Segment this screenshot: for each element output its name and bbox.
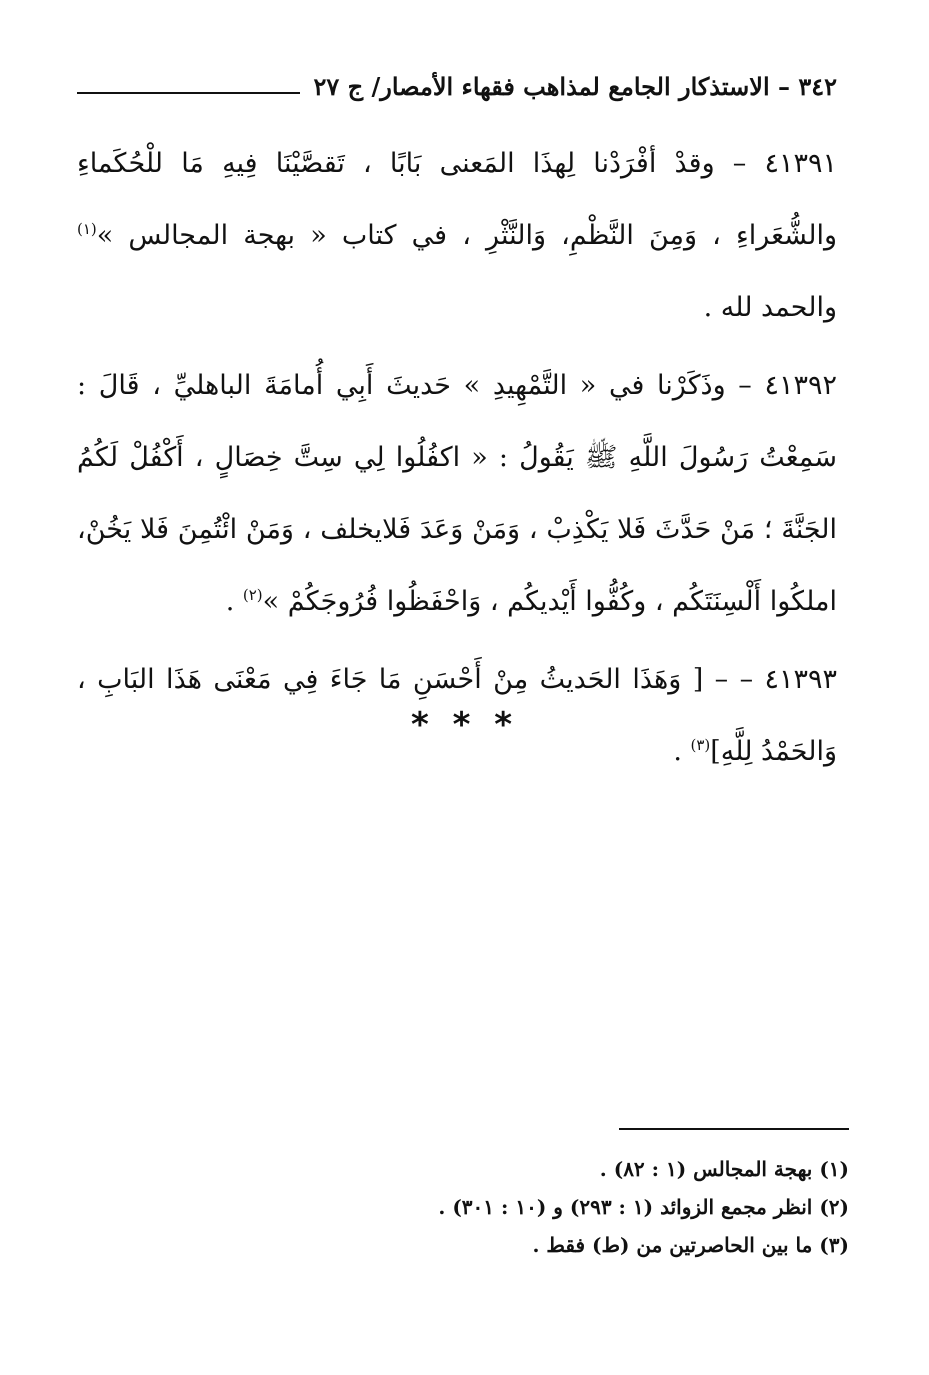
- paragraph-41392: [77, 350, 837, 638]
- paragraph-tail: .: [673, 736, 691, 767]
- section-separator: * * *: [410, 705, 518, 745]
- paragraph-text: ٤١٣٩٣ – – [ وَهَذَا الحَديثُ مِنْ أَحْسَنِ مَا جَاءَ فِي مَعْنَى هَذَا البَابِ ، وَالحَمْدُ لِلَّهِ]: [77, 664, 837, 767]
- paragraph-41391: [77, 128, 837, 344]
- footnote-ref: (٢): [242, 586, 263, 604]
- header-title: ٣٤٢ – الاستذكار الجامع لمذاهب فقهاء الأمصار/ ج ٢٧: [313, 71, 837, 101]
- running-header: [77, 66, 837, 106]
- footnote-2: (٢) انظر مجمع الزوائد (١ : ٢٩٣) و (١٠ : ٣٠١) .: [438, 1195, 849, 1219]
- footnote-ref: (٣): [690, 736, 711, 754]
- paragraph-tail: .: [225, 586, 243, 617]
- footnotes: [89, 1150, 849, 1264]
- paragraph-text: ٤١٣٩١ – وقدْ أفْرَدْنا لِهذَا المَعنى بَابًا ، تَقصَّيْنَا فِيهِ مَا للْحُكَماءِ والشُّعَراءِ ، وَمِنَ النَّظْمِ، وَالنَّثْرِ ، في كتاب « بهجة المجالس »: [77, 148, 837, 251]
- footnote-3: (٣) ما بين الحاصرتين من (ط) فقط .: [532, 1233, 849, 1257]
- paragraph-text: ٤١٣٩٢ – وذَكَرْنا في « التَّمْهِيدِ » حَديثَ أَبِي أُمامَةَ الباهليِّ ، قَالَ : سَمِعْتُ رَسُولَ اللَّهِ ﷺ يَقُولُ : « اكفُلُوا لِي سِتَّ خِصَالٍ ، أَكْفُلْ لَكُمُ الجَنَّةَ ؛ مَنْ حَدَّثَ فَلا يَكْذِبْ ، وَمَنْ وَعَدَ فَلايخلف ، وَمَنْ ائْتُمِنَ فَلا يَخُنْ، املكُوا أَلْسِنَتَكُم ، وكُفُّوا أَيْديكُم ، وَاحْفَظُوا فُرُوجَكُمْ »: [77, 370, 837, 617]
- main-text: [77, 128, 837, 788]
- header-rule: [77, 92, 300, 94]
- footnote-ref: (١): [77, 220, 97, 238]
- footnote-rule: [619, 1128, 849, 1130]
- paragraph-tail: والحمد لله .: [703, 292, 837, 323]
- footnote-1: (١) بهجة المجالس (١ : ٨٢) .: [599, 1157, 849, 1181]
